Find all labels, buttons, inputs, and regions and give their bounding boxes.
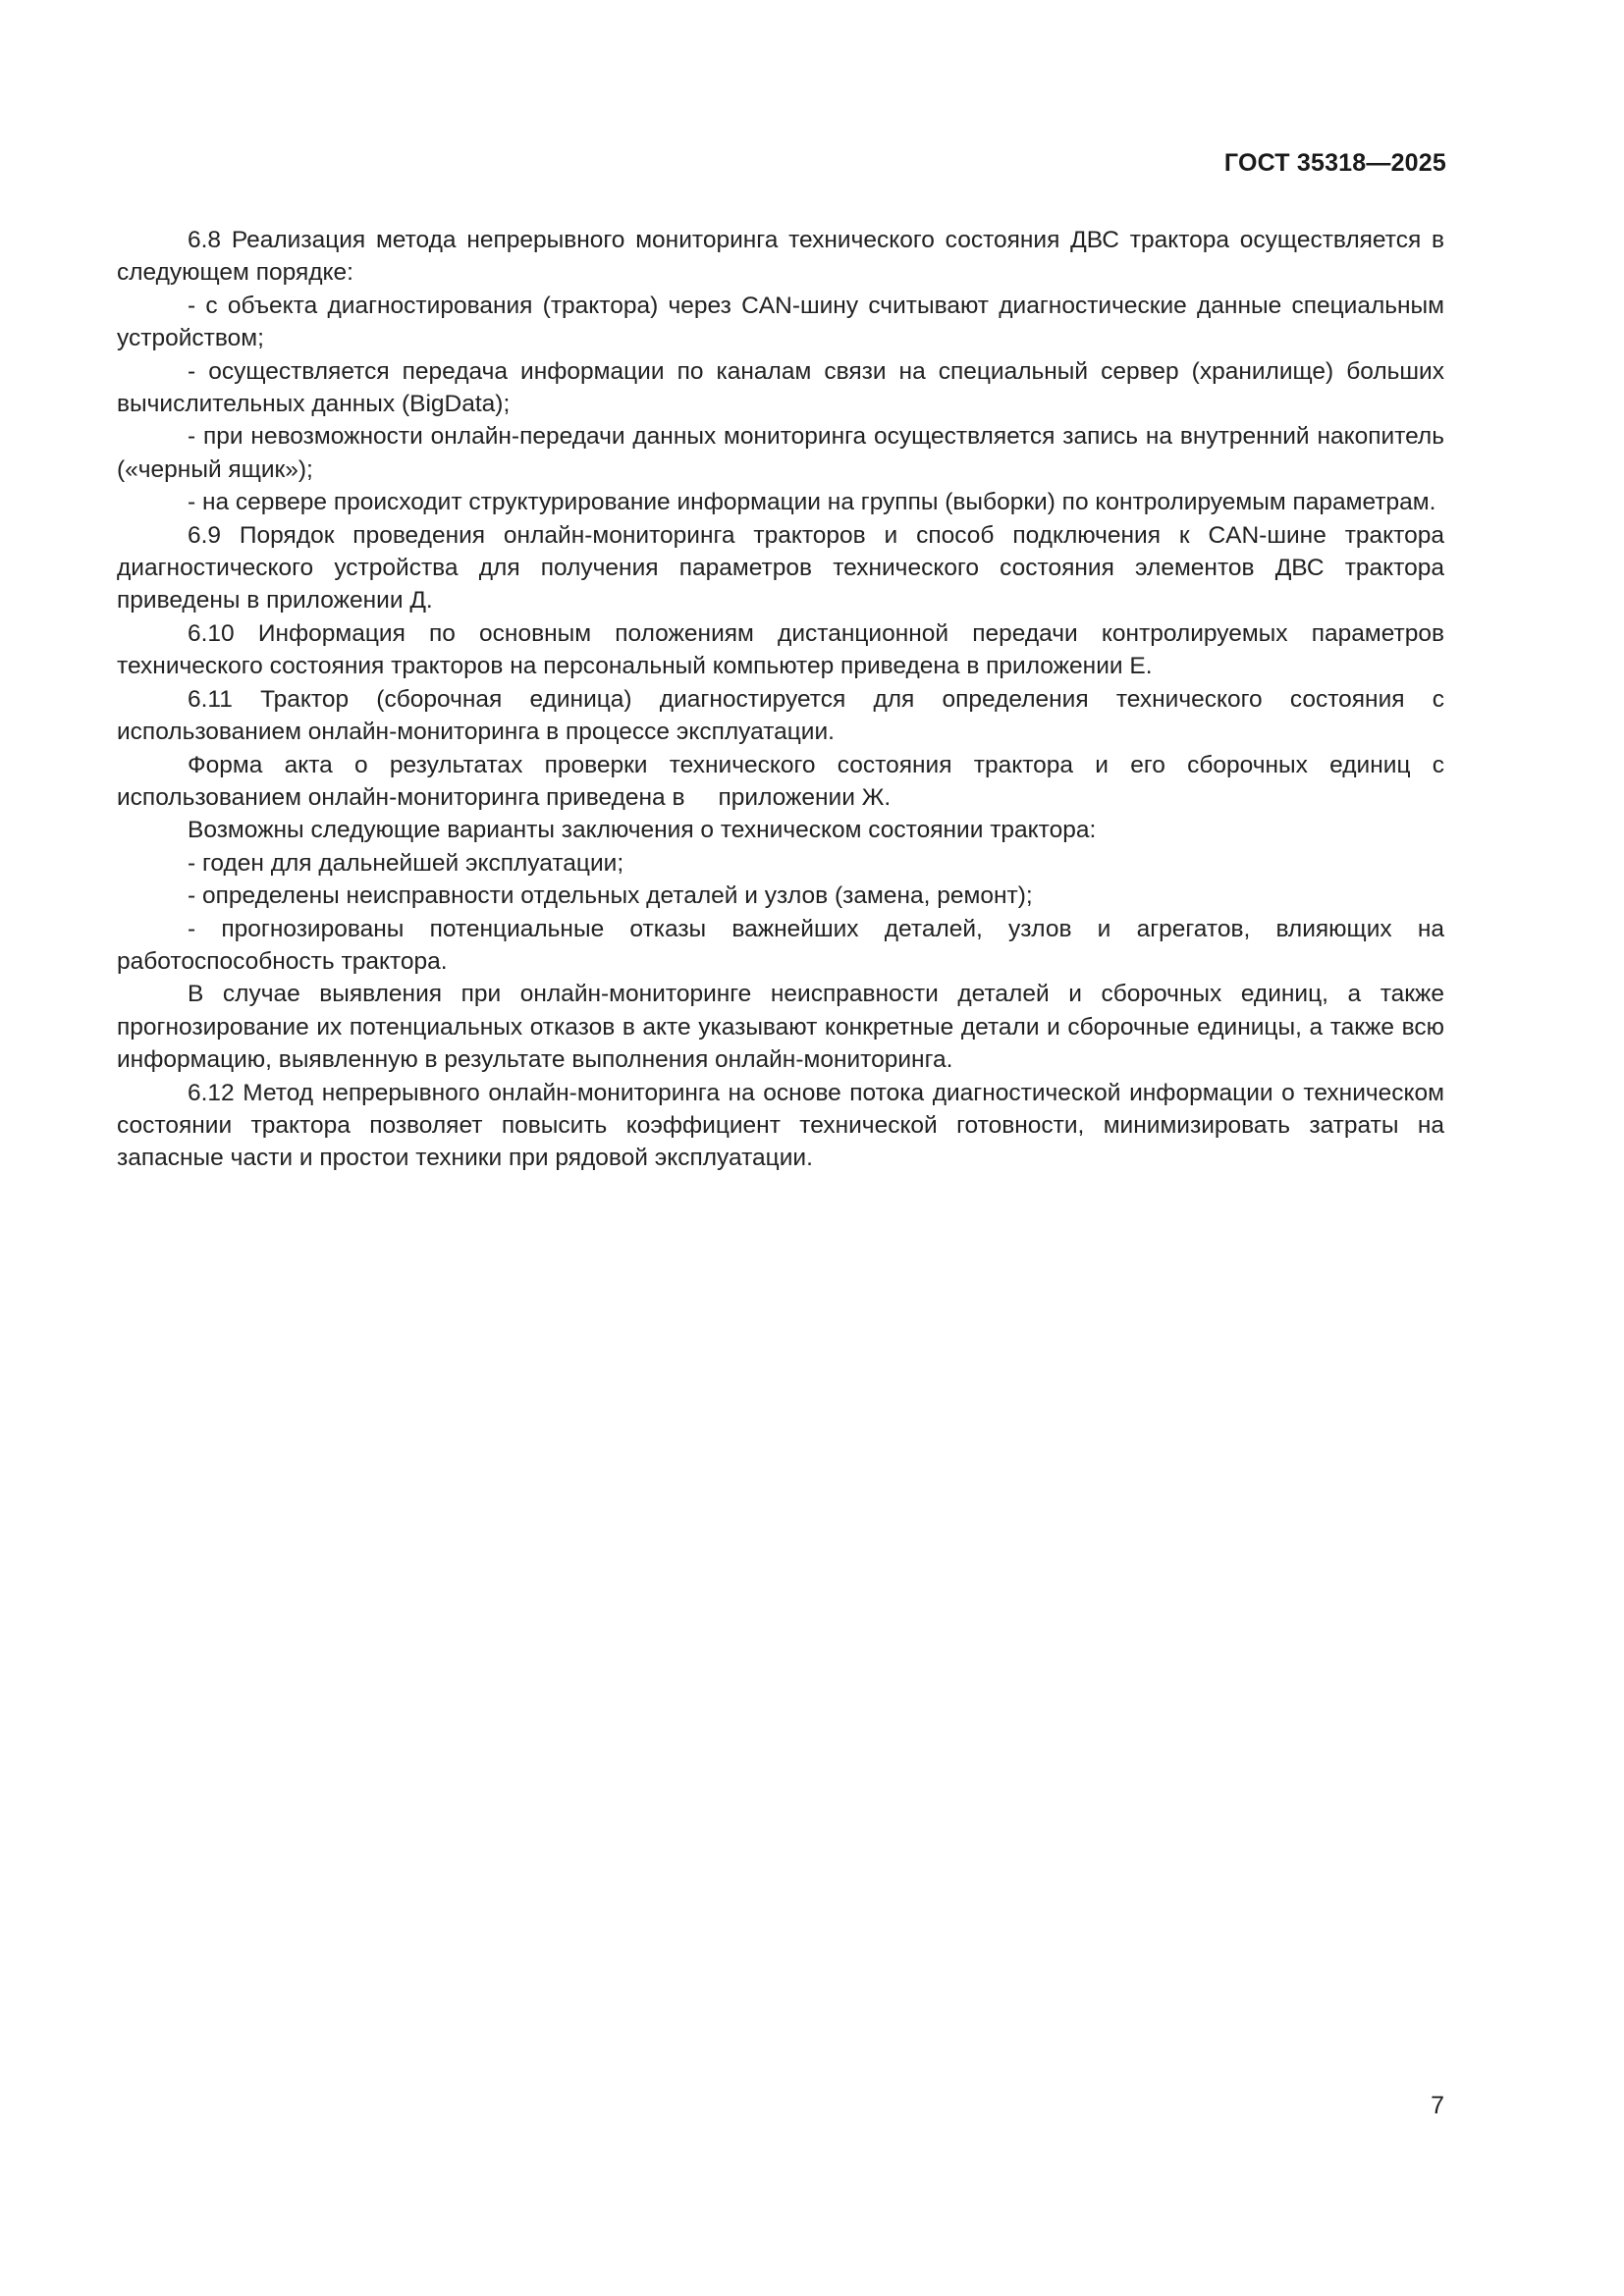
paragraph-6-9: 6.9 Порядок проведения онлайн-мониторинга тракторов и способ подключения к CAN-шине трактора диагностического устройства для получения параметров технического состояния элементов ДВС трактора приведены в приложении Д. — [117, 521, 1444, 614]
list-item-read-can-bus: - с объекта диагностирования (трактора) через CAN-шину считывают диагностические данные специальным устройством; — [117, 292, 1444, 352]
list-item-fit: - годен для дальнейшей эксплуатации; — [188, 849, 624, 877]
paragraph-act-form: Форма акта о результатах проверки технического состояния трактора и его сборочных единиц с использованием онлайн-мониторинга приведена в приложении Ж. — [117, 751, 1451, 811]
page-number: 7 — [1431, 2092, 1444, 2119]
list-item-failures-predicted: - прогнозированы потенциальные отказы важнейших деталей, узлов и агрегатов, влияющих на работоспособность трактора. — [117, 915, 1444, 975]
document-body — [117, 224, 1451, 1175]
paragraph-6-10: 6.10 Информация по основным положениям дистанционной передачи контролируемых параметров технического состояния тракторов на персональный компьютер приведена в приложении Е. — [117, 619, 1444, 680]
paragraph-fault-detection: В случае выявления при онлайн-мониторинге неисправности деталей и сборочных единиц, а также прогнозирование их потенциальных отказов в акте указывают конкретные детали и сборочные единицы, а также всю информацию, выявленную в результате выполнения онлайн-мониторинга. — [117, 981, 1444, 1074]
list-item-black-box: - при невозможности онлайн-передачи данных мониторинга осуществляется запись на внутренний накопитель («черный ящик»); — [117, 423, 1444, 483]
list-item-transfer-to-server: - осуществляется передача информации по каналам связи на специальный сервер (хранилище) больших вычислительных данных (BigData); — [117, 357, 1444, 418]
document-header-standard-id: ГОСТ 35318—2025 — [1223, 149, 1446, 177]
list-item-structuring: - на сервере происходит структурирование информации на группы (выборки) по контролируемым параметрам. — [188, 489, 1436, 516]
paragraph-6-8: 6.8 Реализация метода непрерывного мониторинга технического состояния ДВС трактора осуществляется в следующем порядке: — [117, 227, 1444, 287]
paragraph-6-11: 6.11 Трактор (сборочная единица) диагностируется для определения технического состояния с использованием онлайн-мониторинга в процессе эксплуатации. — [117, 685, 1444, 746]
list-item-faults-defined: - определены неисправности отдельных деталей и узлов (замена, ремонт); — [188, 882, 1033, 910]
paragraph-6-12: 6.12 Метод непрерывного онлайн-мониторинга на основе потока диагностической информации о техническом состоянии трактора позволяет повысить коэффициент технической готовности, минимизировать затраты на запасные части и простои техники при рядовой эксплуатации. — [117, 1079, 1444, 1172]
paragraph-conclusion-options: Возможны следующие варианты заключения о техническом состоянии трактора: — [188, 817, 1097, 844]
